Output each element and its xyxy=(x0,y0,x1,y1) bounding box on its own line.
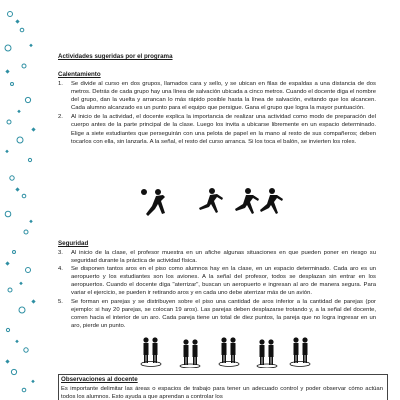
observations-text: Es importante delimitar las áreas o espacios de trabajo para tener un adecuado control y poder observar cómo actúan todos los alumnos. Esto ayuda a que aprendan a controlar los xyxy=(61,386,383,400)
item-text: Se divide al curso en dos grupos, llamados cara y sello, y se ubican en filas de espaldas a una distancia de dos metros. Detrás de cada grupo hay una línea de salvación ubicada a cinco metros. Cuando el docente diga el nombre del grupo, dan la vuelta y arrancan lo más rápido posible hasta la línea de salvación, evitando que los alcancen. Cada alumno alcanzado es un punto para el equipo que persigue. Gana el grupo que logra la mayor puntuación. xyxy=(71,81,376,112)
list-item xyxy=(58,113,376,145)
item-number: 5. xyxy=(58,298,63,305)
page-title: Actividades sugeridas por el programa xyxy=(58,53,173,60)
section-heading-seguridad: Seguridad xyxy=(58,240,89,247)
observations-heading: Observaciones al docente xyxy=(61,376,138,383)
children-in-pairs-illustration xyxy=(138,336,318,368)
item-number: 2. xyxy=(58,114,63,121)
decorative-border xyxy=(0,0,42,400)
item-number: 1. xyxy=(58,81,63,87)
list-item xyxy=(58,298,376,330)
list-item xyxy=(58,80,376,112)
list-item xyxy=(58,265,376,297)
activity-list-calentamiento xyxy=(58,80,376,146)
item-number: 3. xyxy=(58,250,63,256)
list-item xyxy=(58,249,376,265)
running-children-illustration xyxy=(138,186,318,222)
activity-list-seguridad xyxy=(58,249,376,330)
item-text: Al inicio de la actividad, el docente explica la importancia de realizar una actividad como modo de preparación del cuerpo antes de la parte principal de la clase. Luego los invita a ubicarse libremente en un espacio determinado. Elige a siete estudiantes que perseguirán con una pelota de papel en la mano al resto de sus compañeros; deben tocarlos con ella, sin lanzarla. A la señal, el resto del curso arranca. Si los toca el balón, se invierten los roles. xyxy=(71,114,376,145)
item-text: Se disponen tantos aros en el piso como alumnos hay en la clase, en un espacio determinado. Cada aro es un aeropuerto y los estudiantes son los aviones. A la señal del profesor, todos se desplazan sin entrar en los aeropuertos. Cuando el docente diga "aterrizar", buscan un aeropuerto e ingresan al aro de manera segura. Para variar el ejercicio, se pueden ir retirando aros y en cada uno debe aterrizar más de un avión. xyxy=(71,266,376,297)
observations-box xyxy=(58,374,388,400)
item-number: 4. xyxy=(58,266,63,273)
item-text: Se forman en parejas y se distribuyen sobre el piso una cantidad de aros inferior a la cantidad de parejas (por ejemplo: si hay 20 parejas, se colocan 19 aros). Las parejas deben desplazarse trotando y, a la señal del docente, corren hacia el interior de un aro. Cada pareja tiene un total de diez puntos, la pareja que no logra ingresar en un aro, pierde un punto. xyxy=(71,298,376,329)
item-text: Al inicio de la clase, el profesor muestra en un afiche algunas situaciones en que pueden poner en riesgo su seguridad durante la práctica de actividad física. xyxy=(71,250,376,265)
section-heading-calentamiento: Calentamiento xyxy=(58,71,101,78)
